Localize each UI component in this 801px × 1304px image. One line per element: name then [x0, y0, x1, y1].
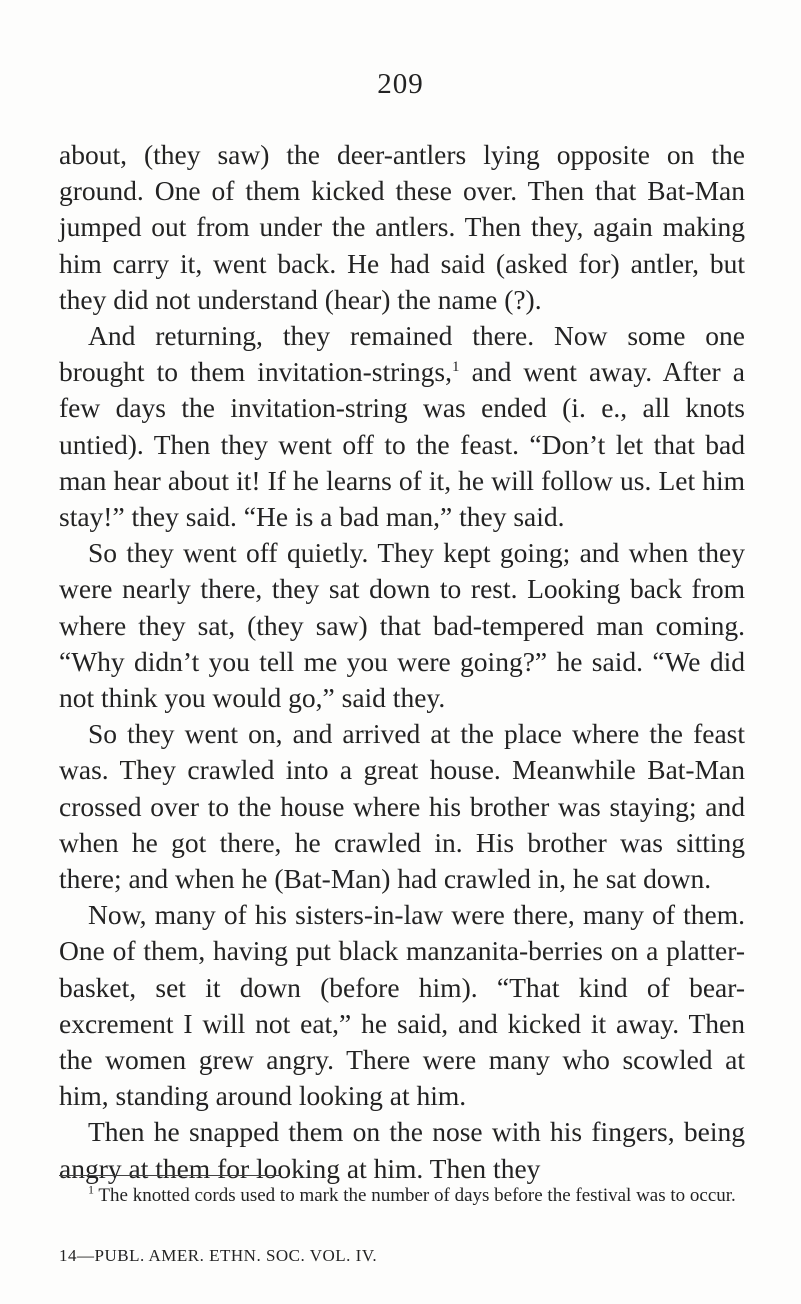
footnote — [59, 1183, 745, 1208]
footnote-number: 1 — [88, 1182, 94, 1197]
paragraph-4: So they went on, and arrived at the place where the feast was. They crawled into a great house. Meanwhile Bat-Man crossed over to the house where his brother was staying; and when he got there, he crawled in. His brother was sitting there; and when he (Bat-Man) had crawled in, he sat down. — [59, 718, 745, 895]
page-number: 209 — [377, 68, 424, 100]
signature-line: 14—PUBL. AMER. ETHN. SOC. VOL. IV. — [59, 1246, 378, 1265]
footnote-reference: 1 — [452, 359, 460, 376]
footnote-text: The knotted cords used to mark the number of days before the festival was to occur. — [98, 1185, 736, 1206]
paragraph-2-text-start: And returning, they remained there. Now some one brought to them invitation-strings, — [59, 320, 745, 388]
paragraph-2 — [59, 318, 745, 535]
paragraph-5: Now, many of his sisters-in-law were there, many of them. One of them, having put black manzanita-berries on a platter-basket, set it down (before him). “That kind of bear-excrement I will not eat,” he said, and kicked it away. Then the women grew angry. There were many who scowled at him, standing around looking at him. — [59, 899, 745, 1112]
paragraph-2-text-end: and went away. After a few days the invitation-string was ended (i. e., all knots untied). Then they went off to the feast. “Don’t let that bad man hear about it! If he learns of it, he will follow us. Let him stay!” they said. “He is a bad man,” they said. — [59, 356, 745, 533]
footnote-divider — [59, 1175, 279, 1176]
body-text — [59, 137, 745, 1187]
paragraph-6: Then he snapped them on the nose with his fingers, being angry at them for looking at him. Then they — [59, 1116, 745, 1184]
paragraph-3: So they went off quietly. They kept going; and when they were nearly there, they sat down to rest. Looking back from where they sat, (they saw) that bad-tempered man coming. “Why didn’t you tell me you were going?” he said. “We did not think you would go,” said they. — [59, 537, 745, 714]
paragraph-1: about, (they saw) the deer-antlers lying opposite on the ground. One of them kicked these over. Then that Bat-Man jumped out from under the antlers. Then they, again making him carry it, went back. He had said (asked for) antler, but they did not understand (hear) the name (?). — [59, 139, 745, 315]
